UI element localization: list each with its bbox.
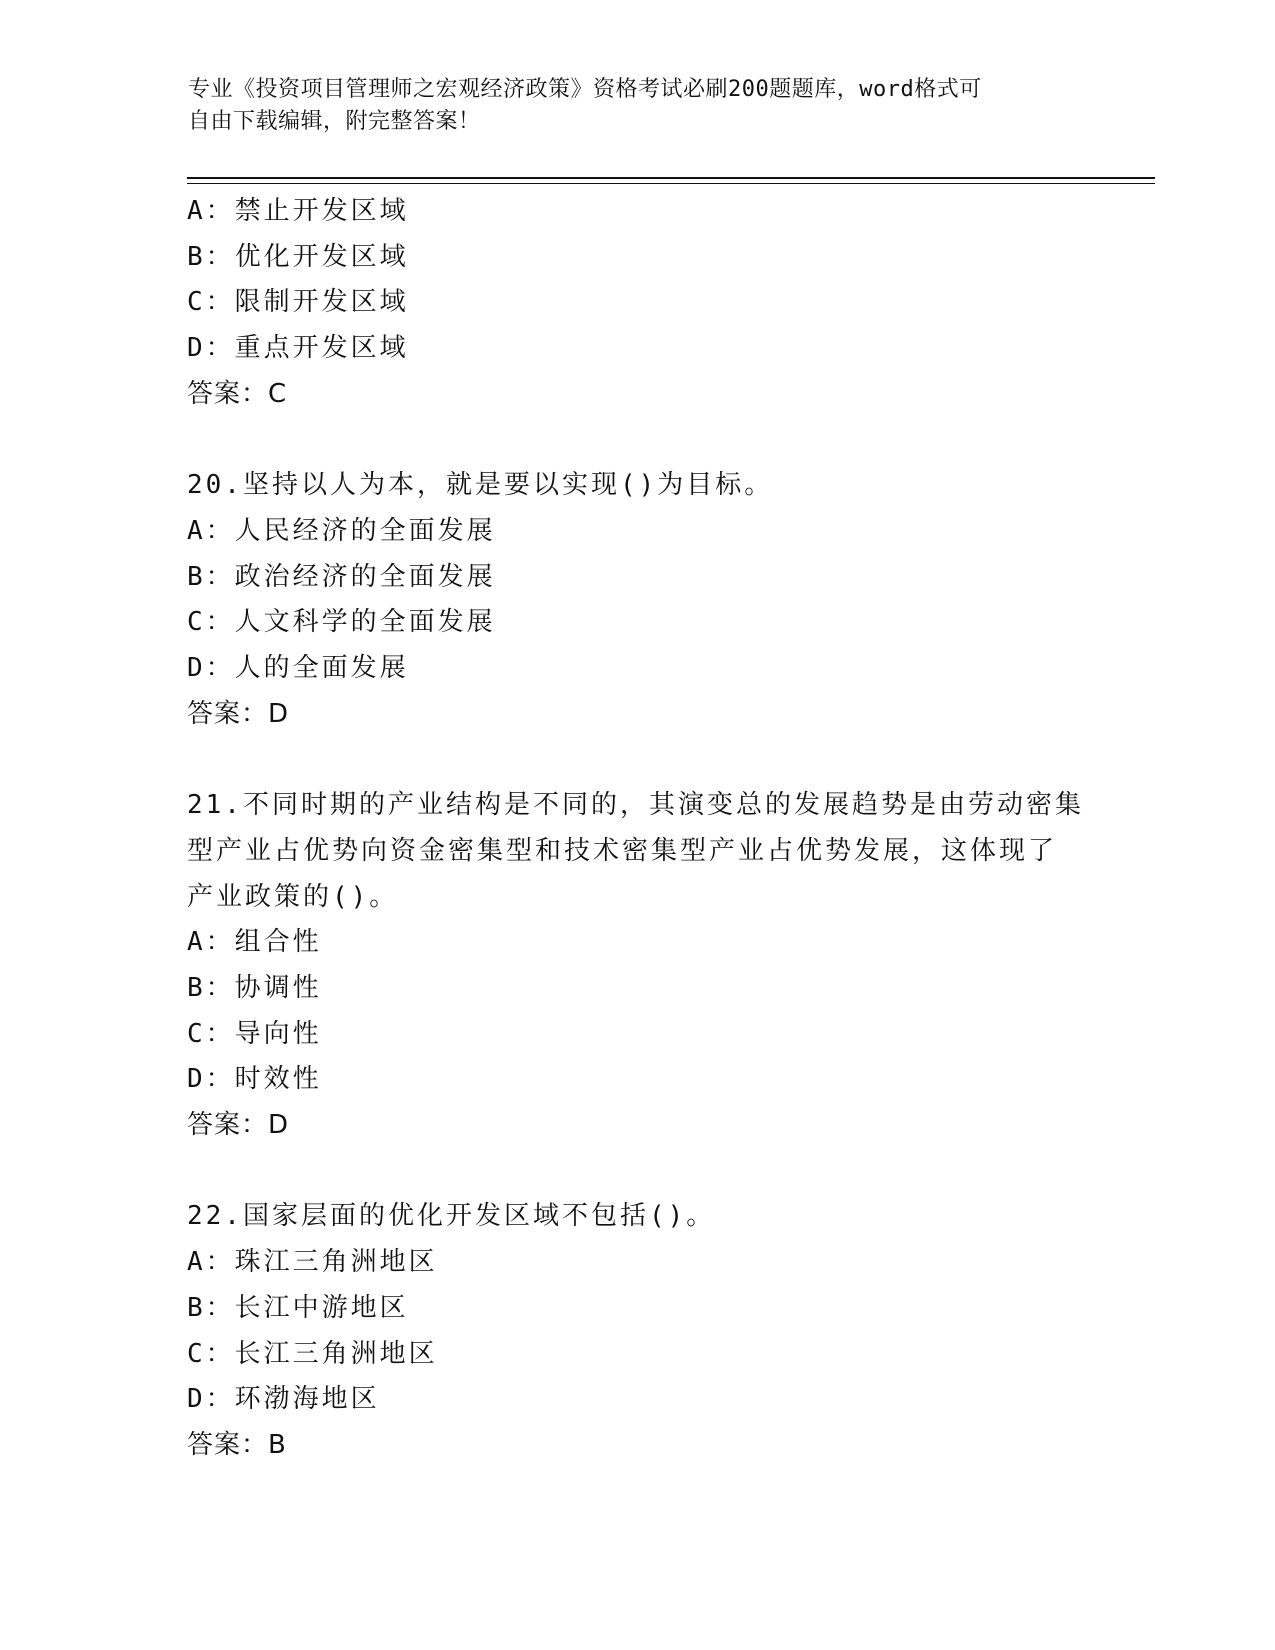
question-stem-line-1: 21.不同时期的产业结构是不同的，其演变总的发展趋势是由劳动密集 [187, 790, 1084, 821]
answer: 答案：C [187, 378, 288, 409]
answer: 答案：B [187, 1429, 287, 1460]
option-b: B：协调性 [187, 972, 322, 1003]
option-d: D：人的全面发展 [187, 653, 409, 684]
answer: 答案：D [187, 698, 290, 729]
option-a: A：组合性 [187, 927, 322, 958]
header-rule-thick [187, 177, 1155, 179]
option-a: A：禁止开发区域 [187, 196, 409, 226]
question-19 [187, 189, 1087, 418]
question-20 [187, 463, 1087, 737]
option-c: C：长江三角洲地区 [187, 1338, 438, 1369]
question-22 [187, 1194, 1087, 1468]
spacer [187, 737, 1087, 783]
option-b: B：长江中游地区 [187, 1292, 409, 1323]
question-stem: 20.坚持以人为本，就是要以实现()为目标。 [187, 470, 774, 501]
question-list [187, 189, 1087, 1469]
answer: 答案：D [187, 1110, 290, 1141]
header-line-1: 专业《投资项目管理师之宏观经济政策》资格考试必刷200题题库，word格式可 [188, 77, 982, 102]
document-header [188, 74, 1068, 138]
header-line-2: 自由下载编辑，附完整答案！ [188, 109, 481, 134]
option-d: D：时效性 [187, 1064, 322, 1095]
header-rule-thin [187, 183, 1155, 184]
option-c: C：人文科学的全面发展 [187, 607, 496, 638]
question-stem: 22.国家层面的优化开发区域不包括()。 [187, 1201, 716, 1232]
spacer [187, 418, 1087, 464]
option-d: D：环渤海地区 [187, 1384, 380, 1415]
option-b: B：优化开发区域 [187, 241, 409, 272]
option-b: B：政治经济的全面发展 [187, 561, 496, 592]
option-a: A：人民经济的全面发展 [187, 515, 496, 546]
option-c: C：限制开发区域 [187, 287, 409, 318]
question-stem-line-3: 产业政策的()。 [187, 881, 399, 912]
option-d: D：重点开发区域 [187, 333, 409, 364]
spacer [187, 1149, 1087, 1195]
option-a: A：珠江三角洲地区 [187, 1247, 438, 1278]
option-c: C：导向性 [187, 1018, 322, 1049]
question-21 [187, 783, 1087, 1149]
question-stem-line-2: 型产业占优势向资金密集型和技术密集型产业占优势发展，这体现了 [187, 835, 1058, 866]
